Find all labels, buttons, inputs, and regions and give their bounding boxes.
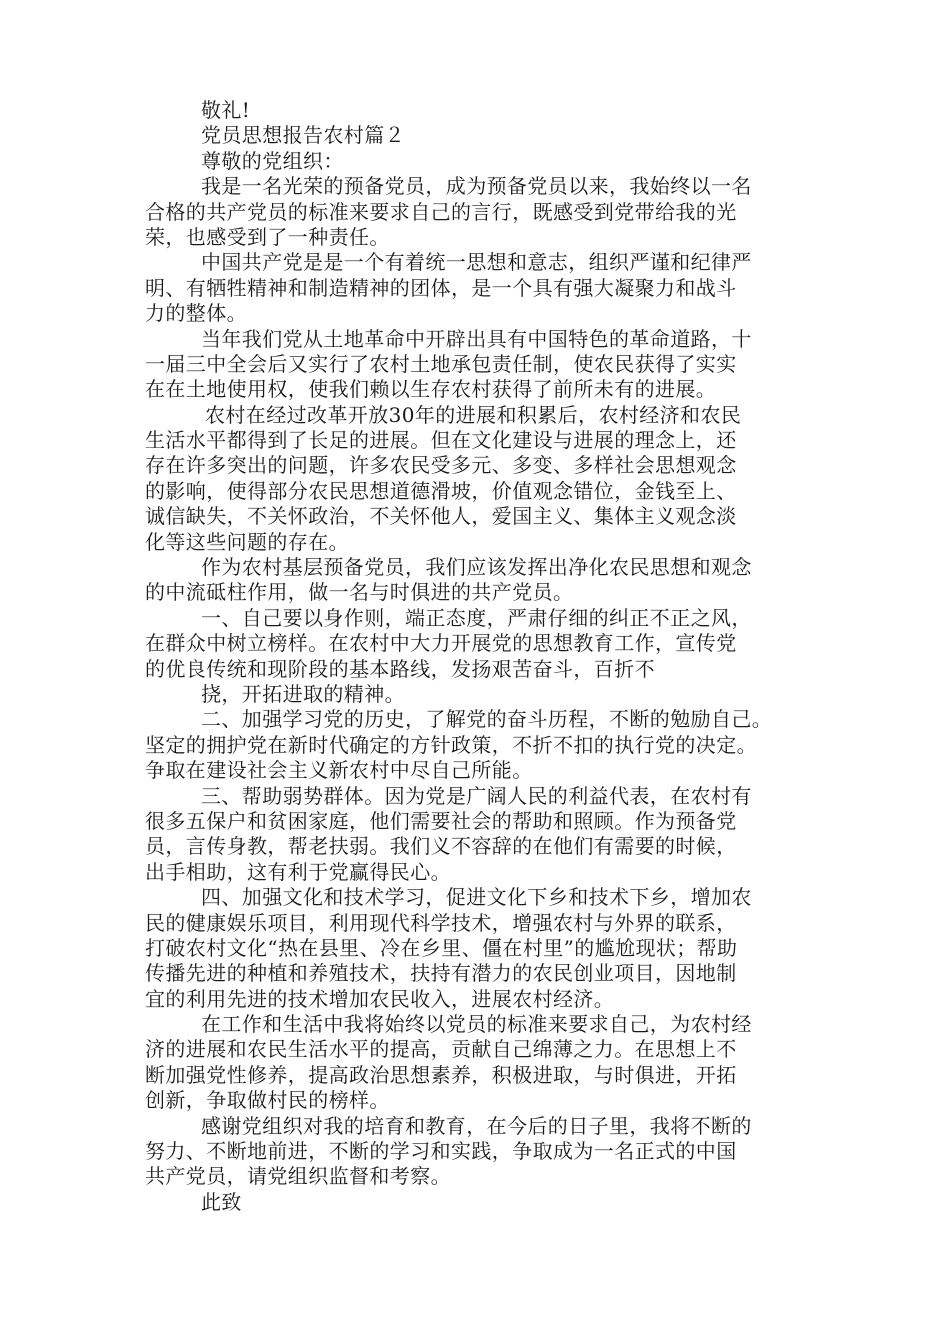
paragraph-line: 共产党员，请党组织监督和考察。 <box>145 1164 451 1189</box>
paragraph-line: 的中流砥柱作用，做一名与时俱进的共产党员。 <box>145 580 574 605</box>
paragraph-line: 荣，也感受到了一种责任。 <box>145 224 390 249</box>
paragraph-line: 很多五保户和贫困家庭，他们需要社会的帮助和照顾。作为预备党 <box>145 808 737 833</box>
paragraph-line: 传播先进的种植和养殖技术，扶持有潜力的农民创业项目，因地制 <box>145 961 737 986</box>
closing-salute: 敬礼! <box>201 98 251 122</box>
paragraph-line: 一、自己要以身作则，端正态度，严肃仔细的纠正不正之风， <box>201 605 752 630</box>
paragraph-line: 断加强党性修养，提高政治思想素养，积极进取，与时俱进，开拓 <box>145 1062 737 1087</box>
paragraph-line: 争取在建设社会主义新农村中尽自己所能。 <box>145 758 533 783</box>
paragraph-line: 化等这些问题的存在。 <box>145 529 349 554</box>
paragraph-line: 诚信缺失，不关怀政治，不关怀他人，爱国主义、集体主义观念淡 <box>145 504 737 529</box>
paragraph-line: 我是一名光荣的预备党员，成为预备党员以来，我始终以一名 <box>201 174 752 199</box>
paragraph-line: 打破农村文化“热在县里、冷在乡里、僵在村里”的尴尬现状；帮助 <box>145 935 738 960</box>
paragraph-line: 济的进展和农民生活水平的提高，贡献自己绵薄之力。在思想上不 <box>145 1037 737 1062</box>
paragraph-line: 当年我们党从土地革命中开辟出具有中国特色的革命道路，十 <box>201 326 752 351</box>
paragraph-line: 在在土地使用权，使我们赖以生存农村获得了前所未有的进展。 <box>145 377 717 402</box>
paragraph-line: 作为农村基层预备党员，我们应该发挥出净化农民思想和观念 <box>201 555 752 580</box>
paragraph-line: 生活水平都得到了长足的进展。但在文化建设与进展的理念上，还 <box>145 428 737 453</box>
paragraph-line: 在工作和生活中我将始终以党员的标准来要求自己，为农村经 <box>201 1012 752 1037</box>
closing-line: 此致 <box>201 1189 242 1214</box>
paragraph-line: 创新，争取做村民的榜样。 <box>145 1088 390 1113</box>
paragraph-line: 挠，开拓进取的精神。 <box>201 681 405 706</box>
document-body <box>145 98 825 1215</box>
paragraph-line: 中国共产党是是一个有着统一思想和意志，组织严谨和纪律严 <box>201 250 752 275</box>
paragraph-line: 三、帮助弱势群体。因为党是广阔人民的利益代表，在农村有 <box>201 783 752 808</box>
paragraph-line: 存在许多突出的问题，许多农民受多元、多变、多样社会思想观念 <box>145 453 737 478</box>
paragraph-line: 坚定的拥护党在新时代确定的方针政策，不折不扣的执行党的决定。 <box>145 732 757 757</box>
salutation: 尊敬的党组织： <box>201 148 344 173</box>
paragraph-line: 四、加强文化和技术学习，促进文化下乡和技术下乡，增加农 <box>201 885 752 910</box>
paragraph-line: 出手相助，这有利于党赢得民心。 <box>145 859 451 884</box>
paragraph-line: 的优良传统和现阶段的基本路线，发扬艰苦奋斗，百折不 <box>145 656 655 681</box>
paragraph-line: 明、有牺牲精神和制造精神的团体，是一个具有强大凝聚力和战斗 <box>145 275 737 300</box>
section-title: 党员思想报告农村篇２ <box>201 123 405 148</box>
paragraph-line: 力的整体。 <box>145 301 247 326</box>
paragraph-line: 农村在经过改革开放30年的进展和积累后，农村经济和农民 <box>205 402 742 427</box>
paragraph-line: 民的健康娱乐项目，利用现代科学技术，增强农村与外界的联系， <box>145 910 737 935</box>
paragraph-line: 努力、不断地前进，不断的学习和实践，争取成为一名正式的中国 <box>145 1139 737 1164</box>
paragraph-line: 在群众中树立榜样。在农村中大力开展党的思想教育工作，宣传党 <box>145 631 737 656</box>
paragraph-line: 宜的利用先进的技术增加农民收入，进展农村经济。 <box>145 986 615 1011</box>
paragraph-line: 的影响，使得部分农民思想道德滑坡，价值观念错位，金钱至上、 <box>145 478 737 503</box>
paragraph-line: 一届三中全会后又实行了农村土地承包责任制，使农民获得了实实 <box>145 351 737 376</box>
paragraph-line: 感谢党组织对我的培育和教育，在今后的日子里，我将不断的 <box>201 1113 752 1138</box>
paragraph-line: 合格的共产党员的标准来要求自己的言行，既感受到党带给我的光 <box>145 199 737 224</box>
paragraph-line: 员，言传身教，帮老扶弱。我们义不容辞的在他们有需要的时候， <box>145 834 737 859</box>
paragraph-line: 二、加强学习党的历史，了解党的奋斗历程，不断的勉励自己。 <box>201 707 773 732</box>
